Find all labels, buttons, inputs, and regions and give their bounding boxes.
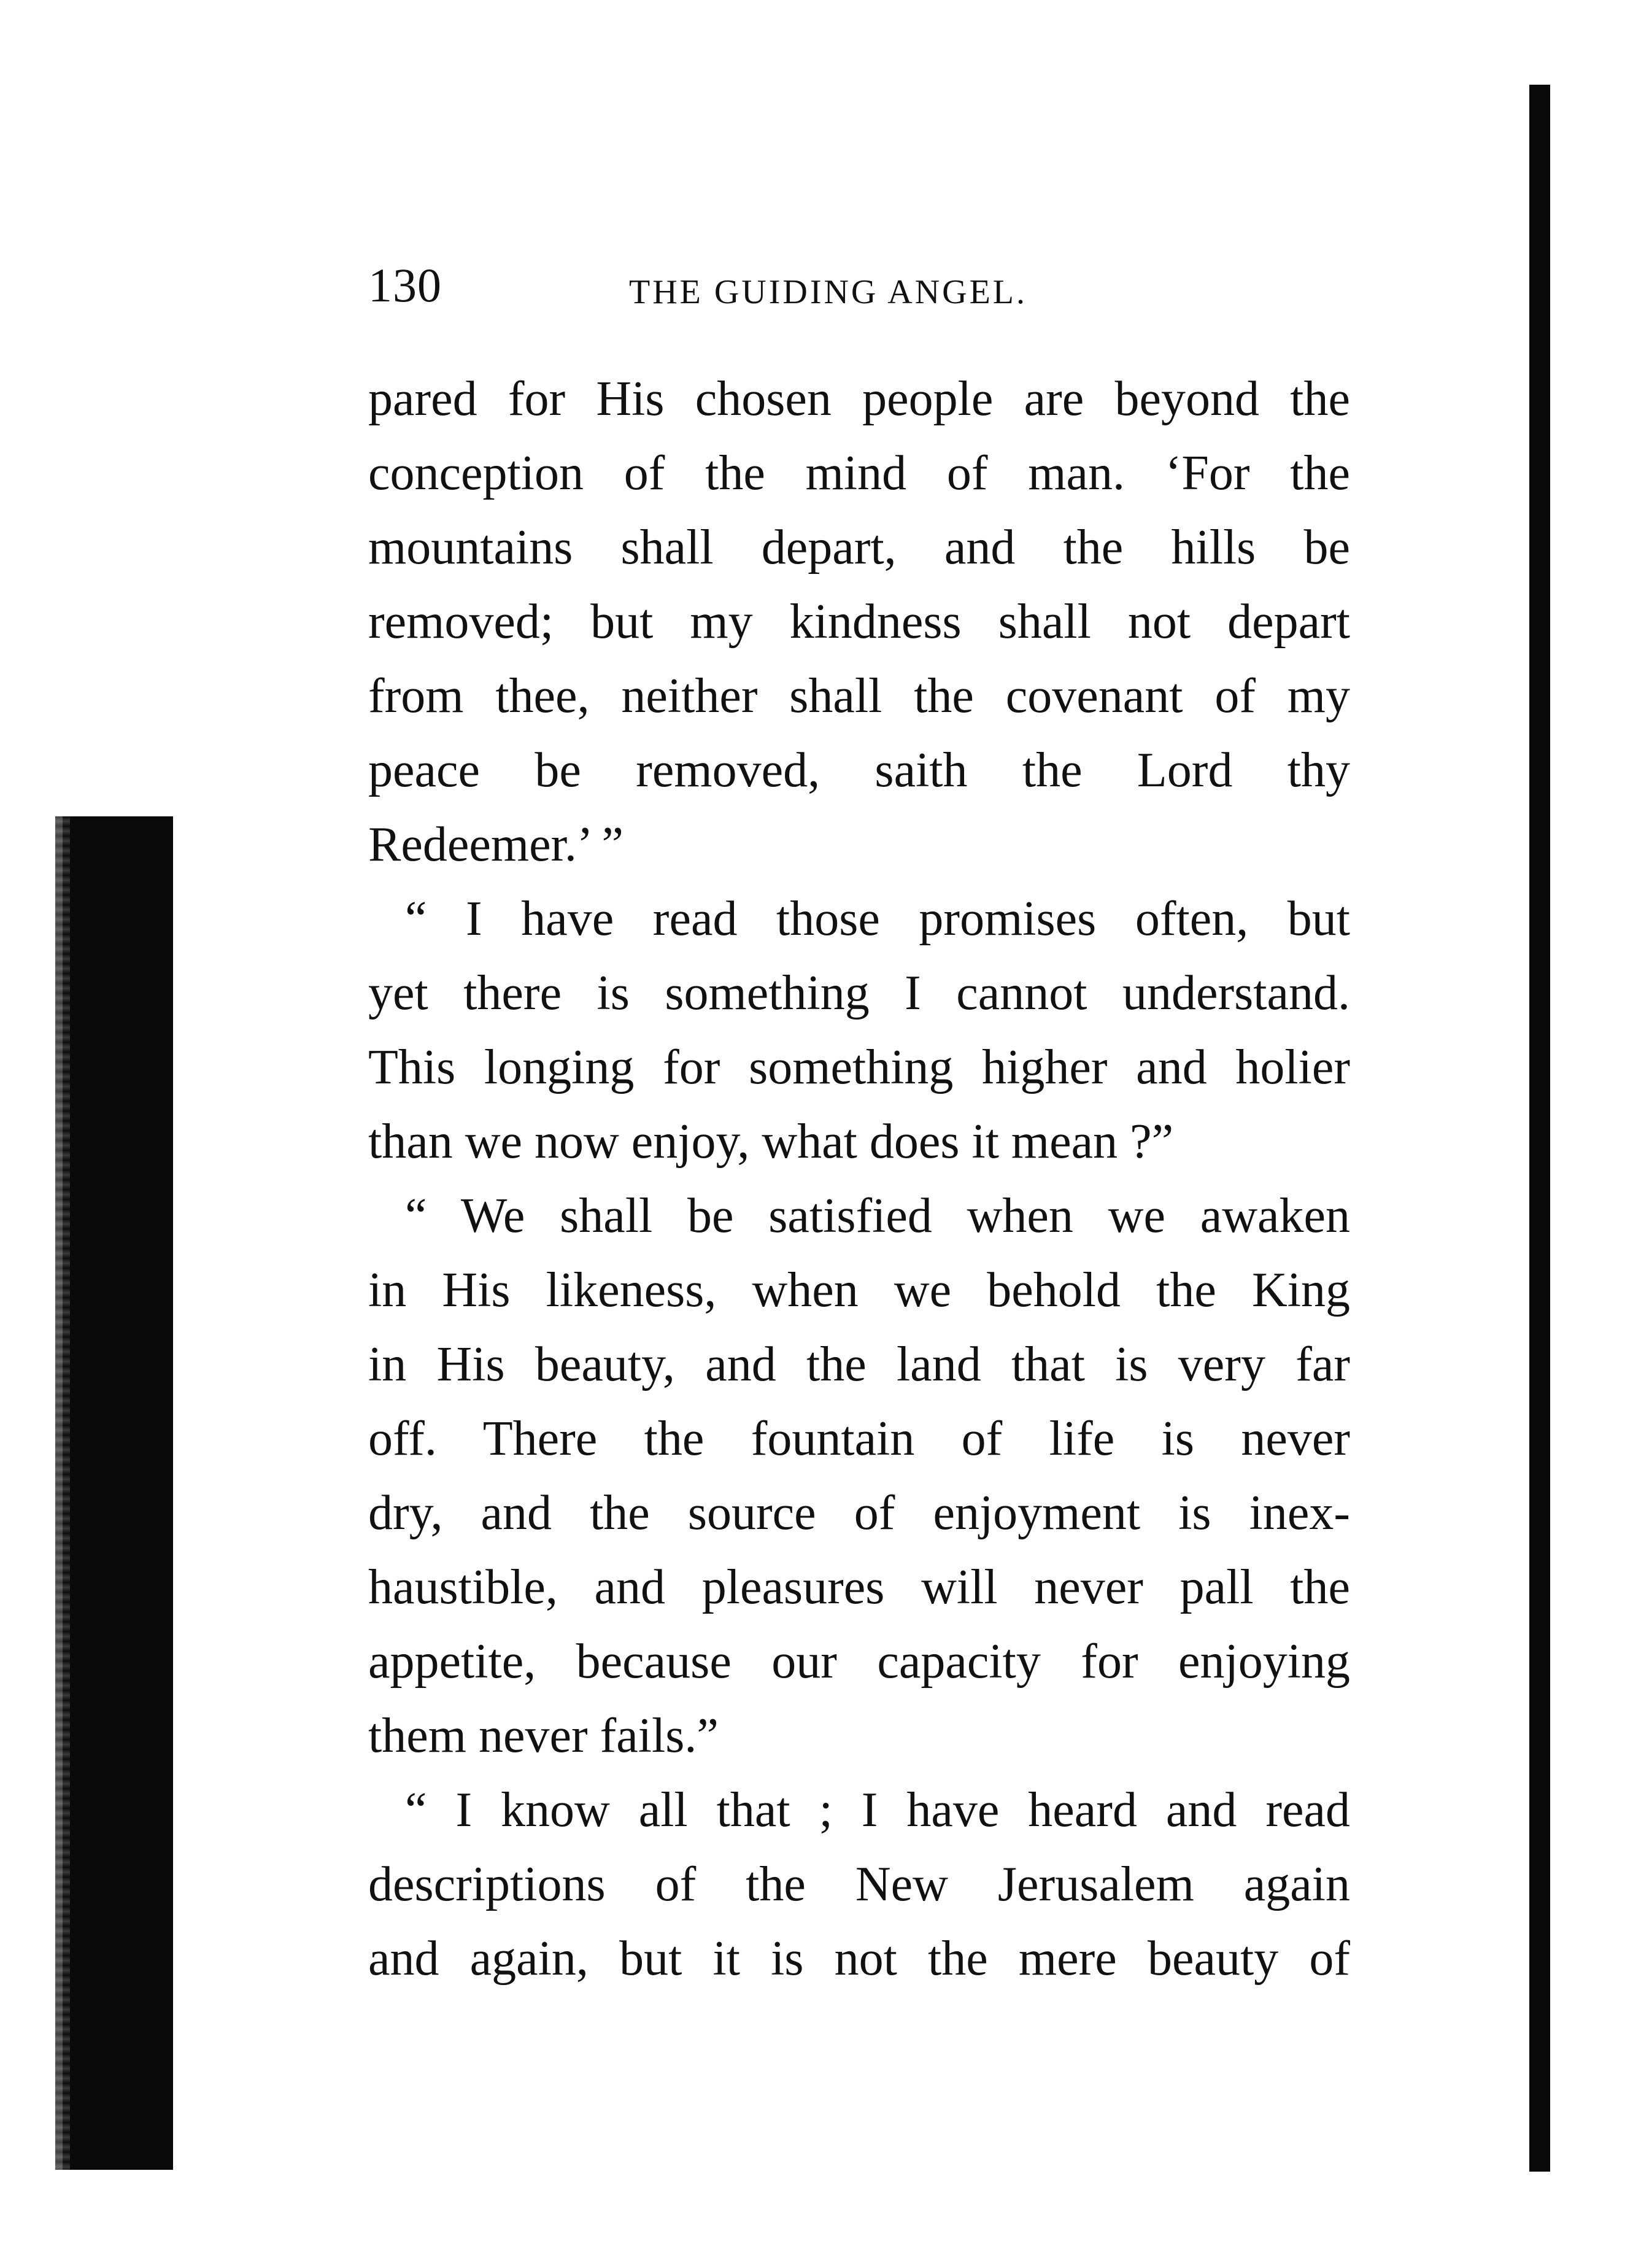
text-line: in His likeness, when we behold the King xyxy=(368,1263,1350,1317)
text-line: off. There the fountain of life is never xyxy=(368,1412,1350,1466)
text-line: Redeemer.’ ” xyxy=(368,818,624,872)
page-number: 130 xyxy=(368,258,442,312)
text-line: appetite, because our capacity for enjoying xyxy=(368,1635,1350,1689)
text-line: descriptions of the New Jerusalem again xyxy=(368,1857,1350,1911)
scan-border-right xyxy=(1529,85,1550,2172)
body-text xyxy=(368,362,1350,1996)
text-line: conception of the mind of man. ‘For the xyxy=(368,446,1350,500)
text-line: yet there is something I cannot understand. xyxy=(368,966,1350,1020)
text-line: and again, but it is not the mere beauty of xyxy=(368,1932,1350,1986)
page-header xyxy=(368,258,1350,331)
running-title: THE GUIDING ANGEL. xyxy=(629,273,1028,311)
text-line: mountains shall depart, and the hills be xyxy=(368,521,1350,575)
text-line: than we now enjoy, what does it mean ?” xyxy=(368,1115,1174,1169)
text-line: from thee, neither shall the covenant of my xyxy=(368,669,1350,723)
text-line: “ We shall be satisfied when we awaken xyxy=(405,1189,1350,1243)
text-line: pared for His chosen people are beyond the xyxy=(368,372,1350,426)
text-line: “ I know all that ; I have heard and read xyxy=(405,1783,1350,1837)
text-line: haustible, and pleasures will never pall the xyxy=(368,1560,1350,1614)
text-line: removed; but my kindness shall not depart xyxy=(368,595,1350,649)
text-line: “ I have read those promises often, but xyxy=(405,892,1350,946)
text-line: peace be removed, saith the Lord thy xyxy=(368,743,1350,797)
text-line: This longing for something higher and holier xyxy=(368,1040,1350,1094)
text-line: in His beauty, and the land that is very far xyxy=(368,1337,1350,1391)
scan-border-left xyxy=(63,816,173,2170)
text-line: dry, and the source of enjoyment is inex- xyxy=(368,1486,1350,1540)
text-line: them never fails.” xyxy=(368,1709,719,1763)
